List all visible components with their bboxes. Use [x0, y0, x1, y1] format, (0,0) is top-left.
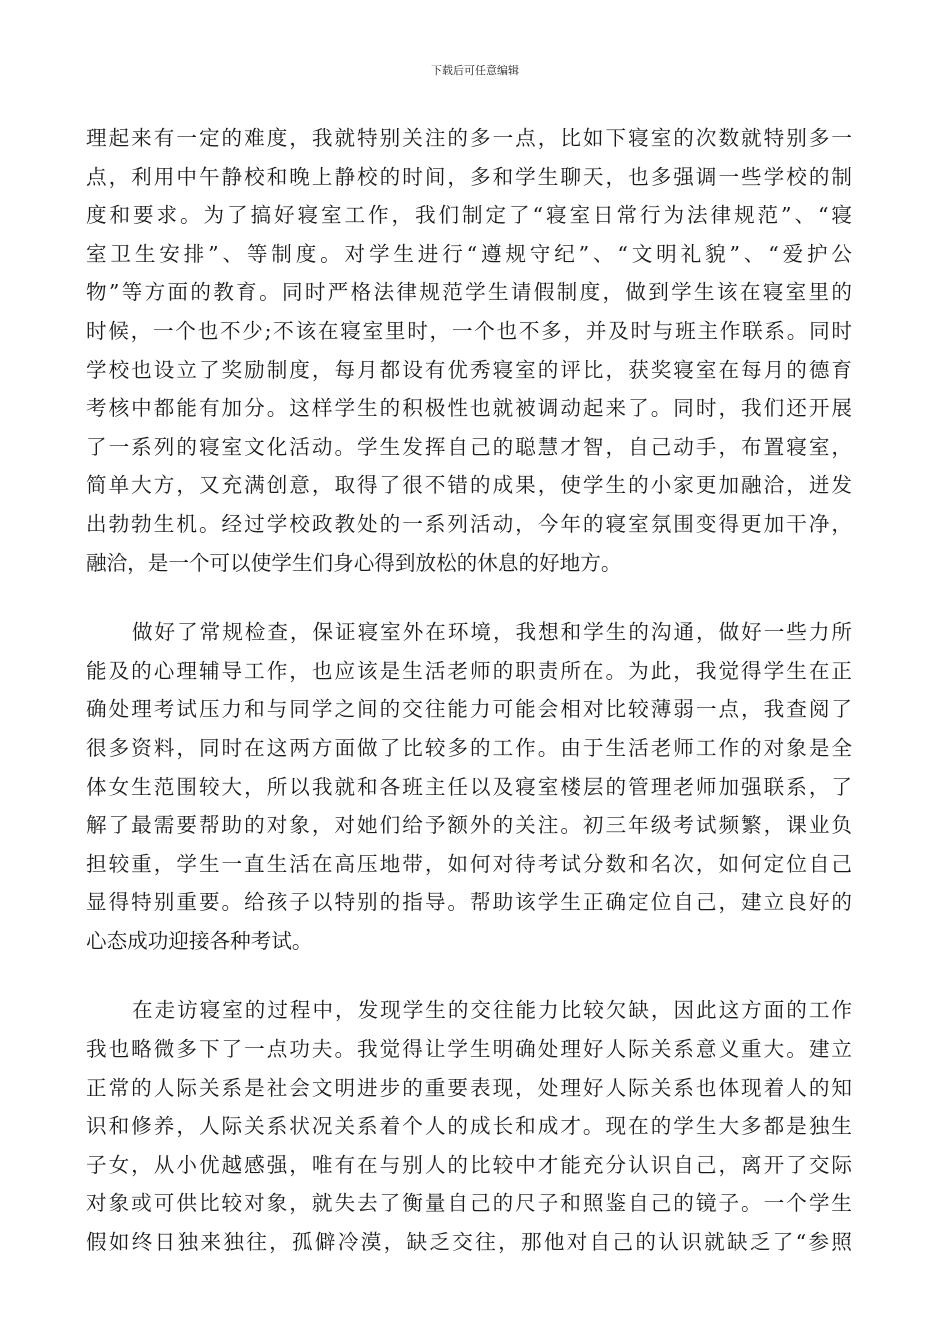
paragraph-spacer: [86, 960, 852, 991]
document-body: [86, 119, 852, 1262]
text-line: 我也略微多下了一点功夫。我觉得让学生明确处理好人际关系意义重大。建立: [86, 1037, 852, 1062]
text-line: 室卫生安排”、等制度。对学生进行“遵规守纪”、“文明礼貌”、“爱护公: [86, 241, 852, 266]
paragraph-1: [86, 119, 852, 582]
text-line: 子女，从小优越感强，唯有在与别人的比较中才能充分认识自己，离开了交际: [86, 1152, 852, 1177]
text-line: 解了最需要帮助的对象，对她们给予额外的关注。初三年级考试频繁，课业负: [86, 813, 852, 838]
text-line: 担较重，学生一直生活在高压地带，如何对待考试分数和名次，如何定位自己: [86, 851, 852, 876]
text-line: 点，利用中午静校和晚上静校的时间，多和学生聊天，也多强调一些学校的制: [86, 164, 852, 189]
text-line: 物”等方面的教育。同时严格法律规范学生请假制度，做到学生该在寝室里的: [86, 280, 852, 305]
text-line: 了一系列的寝室文化活动。学生发挥自己的聪慧才智，自己动手，布置寝室，: [86, 434, 852, 459]
text-line: 做好了常规检查，保证寝室外在环境，我想和学生的沟通，做好一些力所: [132, 620, 852, 645]
text-line: 时候，一个也不少;不该在寝室里时，一个也不多，并及时与班主作联系。同时: [86, 318, 852, 343]
text-line: 确处理考试压力和与同学之间的交往能力可能会相对比较薄弱一点，我查阅了: [86, 697, 852, 722]
text-line: 对象或可供比较对象，就失去了衡量自己的尺子和照鉴自己的镜子。一个学生: [86, 1191, 852, 1216]
paragraph-3: [86, 991, 852, 1261]
text-line: 能及的心理辅导工作，也应该是生活老师的职责所在。为此，我觉得学生在正: [86, 658, 852, 683]
text-line: 识和修养，人际关系状况关系着个人的成长和成才。现在的学生大多都是独生: [86, 1114, 852, 1139]
paragraph-spacer: [86, 582, 852, 613]
text-line: 理起来有一定的难度，我就特别关注的多一点，比如下寝室的次数就特别多一: [86, 126, 852, 150]
paragraph-2: [86, 613, 852, 960]
text-line: 度和要求。为了搞好寝室工作，我们制定了“寝室日常行为法律规范”、“寝: [86, 203, 852, 228]
text-line: 简单大方，又充满创意，取得了很不错的成果，使学生的小家更加融洽，迸发: [86, 473, 852, 498]
text-line: 学校也设立了奖励制度，每月都设有优秀寝室的评比，获奖寝室在每月的德育: [86, 357, 852, 382]
text-line: 假如终日独来独往，孤僻冷漠，缺乏交往，那他对自己的认识就缺乏了“参照: [86, 1230, 852, 1255]
text-line: 在走访寝室的过程中，发现学生的交往能力比较欠缺，因此这方面的工作: [132, 998, 852, 1023]
text-line: 很多资料，同时在这两方面做了比较多的工作。由于生活老师工作的对象是全: [86, 735, 852, 760]
text-line: 显得特别重要。给孩子以特别的指导。帮助该学生正确定位自己，建立良好的: [86, 890, 852, 915]
page-header: 下载后可任意编辑: [431, 64, 519, 77]
text-line: 正常的人际关系是社会文明进步的重要表现，处理好人际关系也体现着人的知: [86, 1075, 852, 1100]
text-line: 心态成功迎接各种考试。: [86, 928, 313, 953]
text-line: 考核中都能有加分。这样学生的积极性也就被调动起来了。同时，我们还开展: [86, 396, 852, 421]
text-line: 体女生范围较大，所以我就和各班主任以及寝室楼层的管理老师加强联系，了: [86, 774, 852, 799]
text-line: 融洽，是一个可以使学生们身心得到放松的休息的好地方。: [86, 550, 622, 575]
text-line: 出勃勃生机。经过学校政教处的一系列活动，今年的寝室氛围变得更加干净，: [86, 511, 852, 536]
